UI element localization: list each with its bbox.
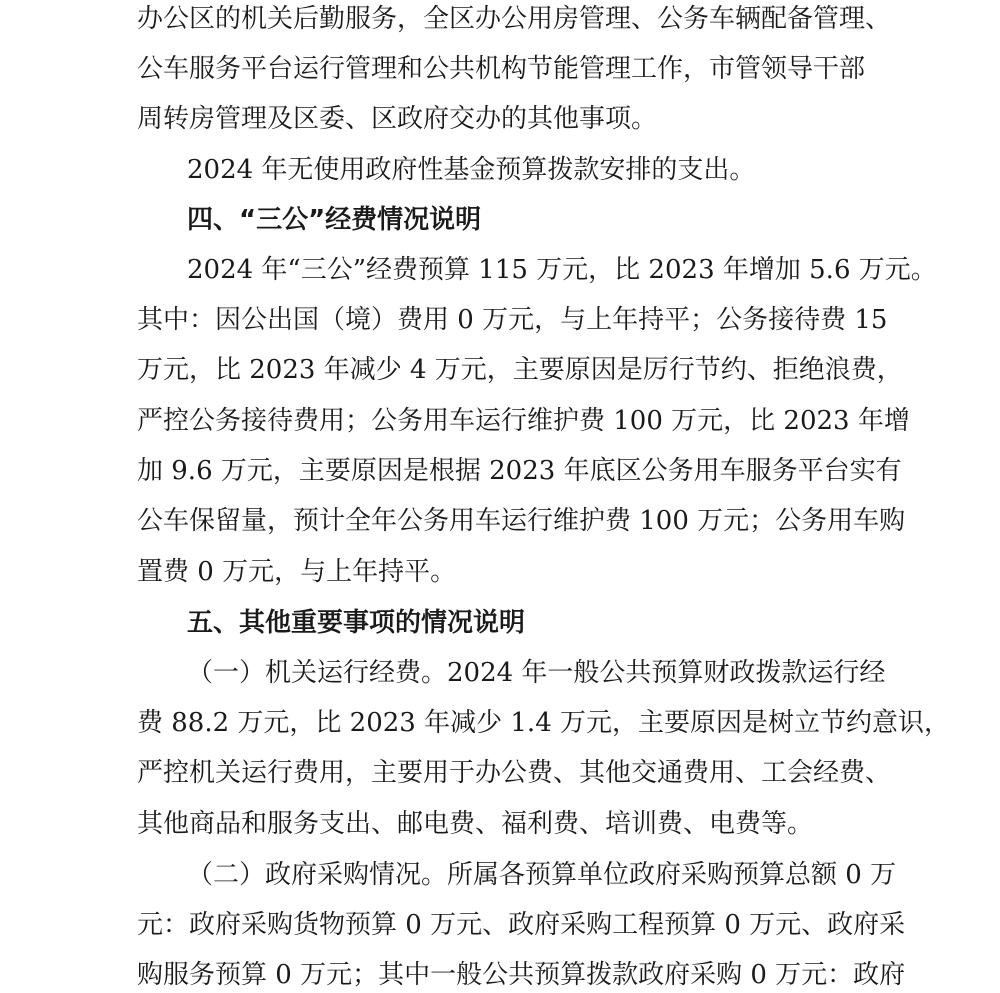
body-text-line: 办公区的机关后勤服务，全区办公用房管理、公务车辆配备管理、	[137, 4, 892, 34]
body-text-line: 严控公务接待费用；公务用车运行维护费 100 万元，比 2023 年增	[137, 406, 910, 436]
section-heading-four: 四、“三公”经费情况说明	[187, 205, 482, 235]
paragraph-first-line: 2024 年“三公”经费预算 115 万元，比 2023 年增加 5.6 万元。	[187, 255, 937, 285]
body-text-line: 费 88.2 万元，比 2023 年减少 1.4 万元，主要原因是树立节约意识，	[137, 708, 950, 738]
body-text-line: 购服务预算 0 万元；其中一般公共预算拨款政府采购 0 万元：政府	[137, 960, 906, 990]
paragraph-first-line: （二）政府采购情况。所属各预算单位政府采购预算总额 0 万	[187, 860, 897, 890]
body-text-line: 周转房管理及区委、区政府交办的其他事项。	[137, 104, 658, 134]
paragraph-first-line: 2024 年无使用政府性基金预算拨款安排的支出。	[187, 155, 756, 185]
body-text-line: 公车服务平台运行管理和公共机构节能管理工作，市管领导干部	[137, 54, 866, 84]
body-text-line: 其他商品和服务支出、邮电费、福利费、培训费、电费等。	[137, 809, 814, 839]
body-text-line: 其中：因公出国（境）费用 0 万元，与上年持平；公务接待费 15	[137, 305, 888, 335]
body-text-line: 置费 0 万元，与上年持平。	[137, 557, 457, 587]
body-text-line: 公车保留量，预计全年公务用车运行维护费 100 万元；公务用车购	[137, 506, 906, 536]
body-text-line: 万元，比 2023 年减少 4 万元，主要原因是厉行节约、拒绝浪费，	[137, 355, 903, 385]
section-heading-five: 五、其他重要事项的情况说明	[187, 608, 526, 638]
body-text-line: 加 9.6 万元，主要原因是根据 2023 年底区公务用车服务平台实有	[137, 456, 902, 486]
body-text-line: 严控机关运行费用，主要用于办公费、其他交通费用、工会经费、	[137, 758, 892, 788]
body-text-line: 元：政府采购货物预算 0 万元、政府采购工程预算 0 万元、政府采	[137, 910, 906, 940]
paragraph-first-line: （一）机关运行经费。2024 年一般公共预算财政拨款运行经	[187, 658, 886, 688]
